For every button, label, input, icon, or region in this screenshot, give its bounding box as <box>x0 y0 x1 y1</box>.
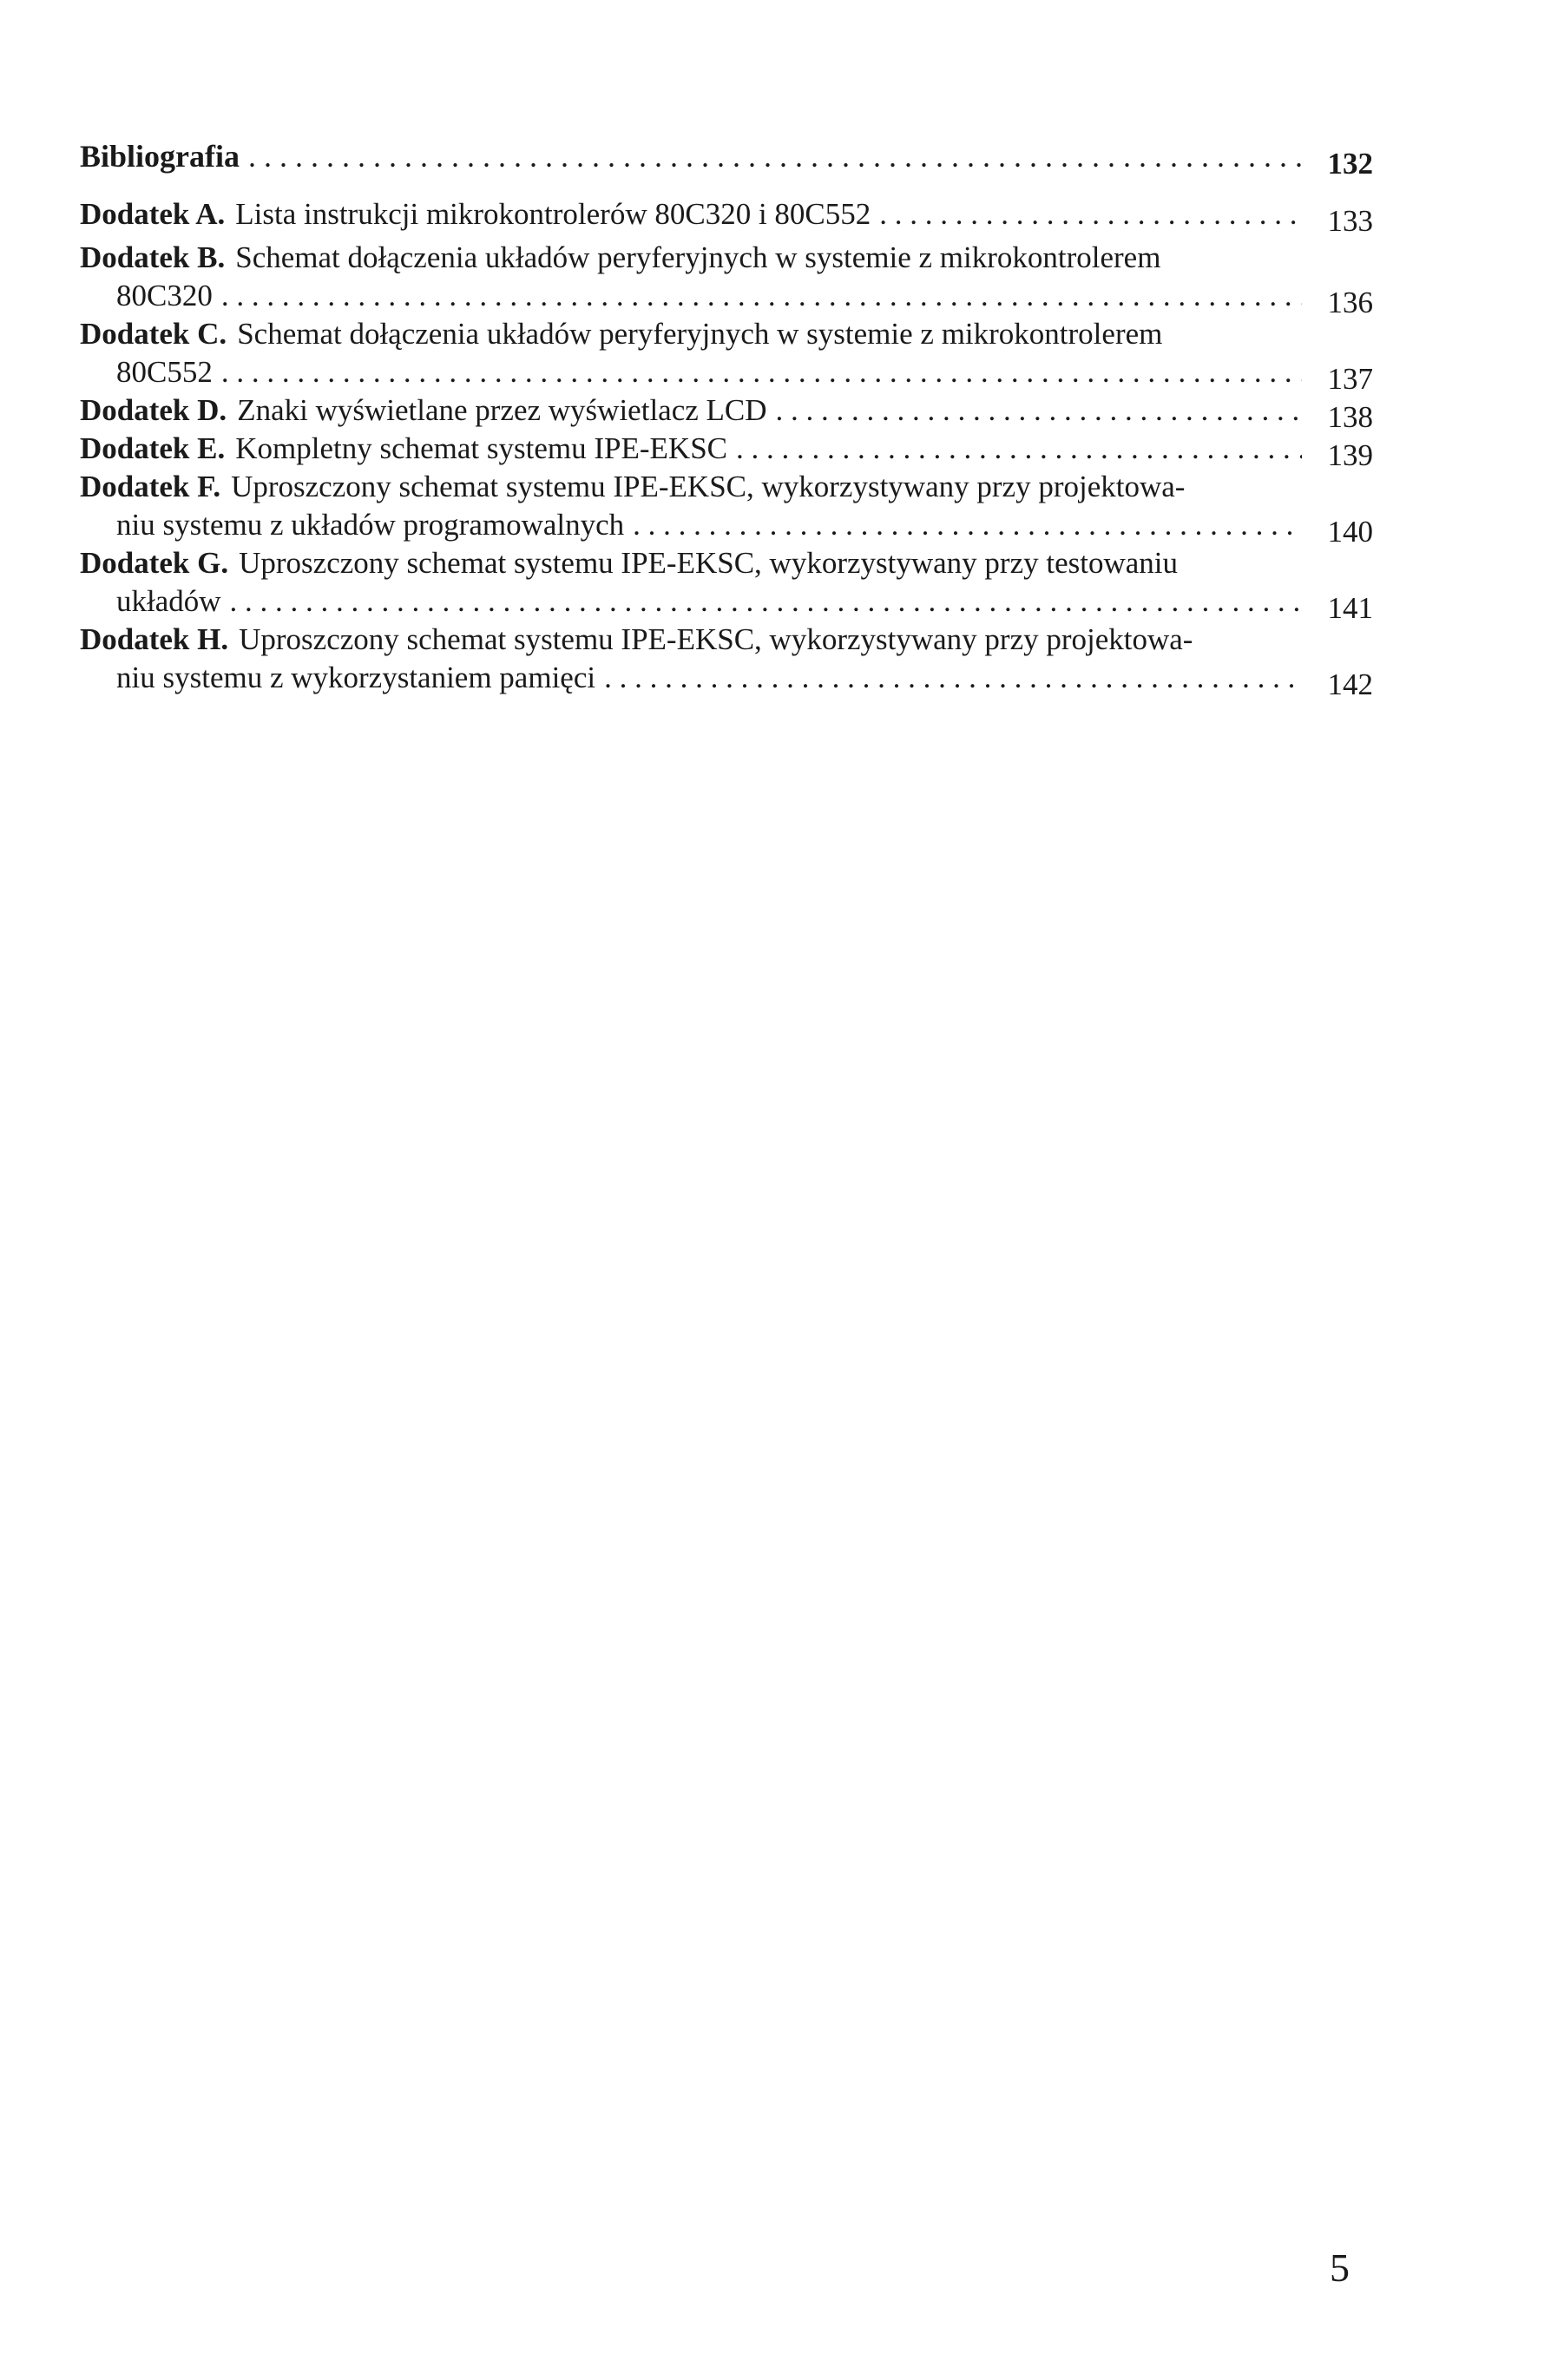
page-number: 5 <box>1330 2245 1350 2290</box>
toc-entry-key: Dodatek G. <box>80 546 229 580</box>
toc-entry-title-continuation: układów <box>116 584 221 618</box>
toc-entry-key: Dodatek A. <box>80 197 226 231</box>
dot-leader <box>230 582 1302 621</box>
toc-entry-appendix-e <box>80 430 1373 472</box>
toc-page-number: 137 <box>1327 362 1373 396</box>
toc-entry-key: Dodatek C. <box>80 317 227 351</box>
table-of-contents <box>80 137 1373 701</box>
toc-entry-title: Lista instrukcji mikrokontrolerów 80C320 i 80C552 <box>235 197 871 231</box>
toc-entry-appendix-b <box>80 239 1373 319</box>
dot-leader <box>221 277 1302 315</box>
toc-entry-title-continuation: 80C320 <box>116 279 213 312</box>
toc-entry-key: Dodatek F. <box>80 470 221 503</box>
toc-entry-appendix-d <box>80 391 1373 434</box>
toc-page-number: 138 <box>1327 400 1373 434</box>
toc-entry-title: Uproszczony schemat systemu IPE-EKSC, wykorzystywany przy testowaniu <box>239 546 1178 580</box>
dot-leader <box>221 353 1302 391</box>
toc-entry-title: Uproszczony schemat systemu IPE-EKSC, wykorzystywany przy projektowa- <box>239 622 1193 656</box>
dot-leader <box>604 659 1302 697</box>
dot-leader <box>879 195 1302 233</box>
toc-entry-key: Dodatek H. <box>80 622 229 656</box>
toc-entry-title-continuation: 80C552 <box>116 355 213 389</box>
toc-page-number: 142 <box>1327 667 1373 701</box>
toc-entry-title-continuation: niu systemu z układów programowalnych <box>116 508 625 542</box>
toc-entry-key: Dodatek B. <box>80 240 226 274</box>
toc-entry-title: Kompletny schemat systemu IPE-EKSC <box>235 431 728 465</box>
toc-entry-bibliography <box>80 137 1373 181</box>
dot-leader <box>248 137 1302 175</box>
dot-leader <box>736 430 1302 468</box>
toc-entry-appendix-g <box>80 544 1373 625</box>
toc-entry-appendix-a <box>80 195 1373 238</box>
toc-page-number: 133 <box>1327 204 1373 238</box>
toc-entry-title: Schemat dołączenia układów peryferyjnych w systemie z mikrokontrolerem <box>237 317 1163 351</box>
toc-entry-title: Bibliografia <box>80 139 240 174</box>
dot-leader <box>633 506 1302 544</box>
toc-entry-appendix-c <box>80 315 1373 396</box>
toc-entry-key: Dodatek E. <box>80 431 226 465</box>
dot-leader <box>776 391 1302 430</box>
toc-entry-key: Dodatek D. <box>80 393 227 427</box>
toc-page-number: 136 <box>1327 286 1373 319</box>
toc-entry-title: Schemat dołączenia układów peryferyjnych w systemie z mikrokontrolerem <box>235 240 1161 274</box>
toc-page-number: 132 <box>1327 147 1373 181</box>
toc-entry-appendix-f <box>80 468 1373 549</box>
toc-entry-title: Znaki wyświetlane przez wyświetlacz LCD <box>237 393 767 427</box>
toc-entry-title: Uproszczony schemat systemu IPE-EKSC, wykorzystywany przy projektowa- <box>231 470 1186 503</box>
toc-page-number: 139 <box>1327 438 1373 472</box>
toc-entry-appendix-h <box>80 621 1373 701</box>
toc-page-number: 140 <box>1327 515 1373 549</box>
toc-entry-title-continuation: niu systemu z wykorzystaniem pamięci <box>116 661 596 694</box>
toc-page-number: 141 <box>1327 591 1373 625</box>
